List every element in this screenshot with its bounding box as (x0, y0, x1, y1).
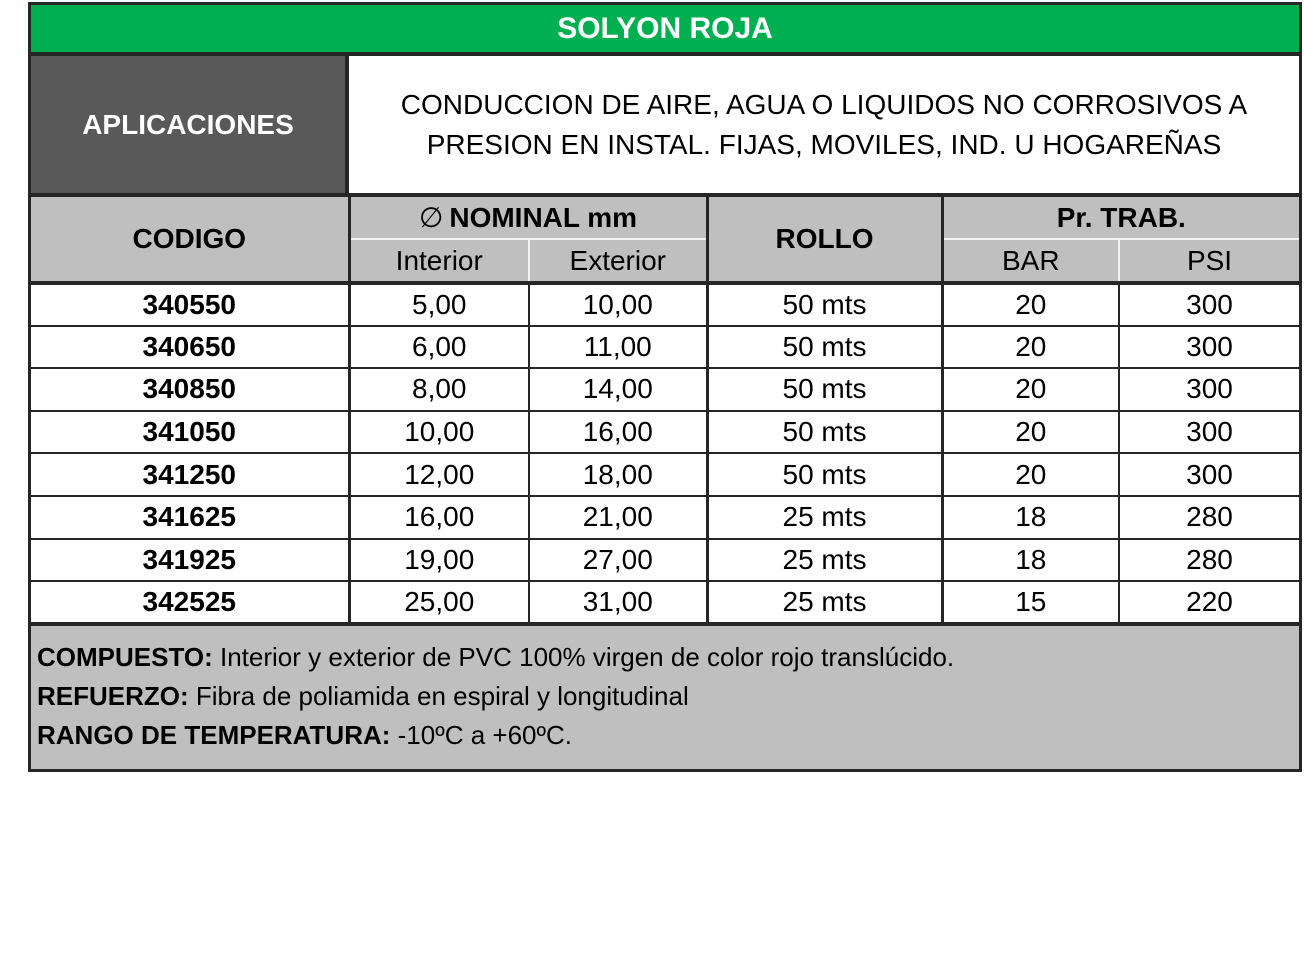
cell-code: 341625 (31, 496, 349, 539)
note-reinforcement-text: Fibra de poliamida en espiral y longitudinal (188, 680, 689, 711)
cell-roll: 25 mts (707, 581, 942, 624)
applications-line-1: CONDUCCION DE AIRE, AGUA O LIQUIDOS NO CORROSIVOS A (400, 88, 1248, 120)
cell-psi: 300 (1119, 283, 1299, 326)
cell-roll: 50 mts (707, 368, 942, 411)
cell-code: 342525 (31, 581, 349, 624)
product-notes (31, 626, 1299, 769)
cell-psi: 280 (1119, 496, 1299, 539)
cell-interior: 12,00 (349, 453, 529, 496)
table-row (31, 326, 1299, 369)
note-reinforcement (37, 677, 1293, 716)
table-row (31, 283, 1299, 326)
cell-code: 340850 (31, 368, 349, 411)
cell-exterior: 18,00 (529, 453, 707, 496)
cell-bar: 15 (942, 581, 1119, 624)
cell-interior: 8,00 (349, 368, 529, 411)
note-temperature (37, 716, 1293, 755)
cell-exterior: 21,00 (529, 496, 707, 539)
cell-exterior: 10,00 (529, 283, 707, 326)
header-nominal-diameter (349, 197, 707, 239)
cell-interior: 16,00 (349, 496, 529, 539)
cell-interior: 5,00 (349, 283, 529, 326)
note-temperature-label: RANGO DE TEMPERATURA: (37, 719, 391, 750)
cell-interior: 19,00 (349, 539, 529, 582)
cell-psi: 220 (1119, 581, 1299, 624)
cell-bar: 20 (942, 368, 1119, 411)
cell-exterior: 31,00 (529, 581, 707, 624)
diameter-icon: ∅ (418, 202, 444, 233)
cell-roll: 50 mts (707, 283, 942, 326)
specifications-table (31, 197, 1299, 626)
cell-code: 340650 (31, 326, 349, 369)
header-working-pressure: Pr. TRAB. (942, 197, 1299, 239)
cell-code: 340550 (31, 283, 349, 326)
note-temperature-text: -10ºC a +60ºC. (390, 719, 572, 750)
cell-exterior: 14,00 (529, 368, 707, 411)
header-interior: Interior (349, 239, 529, 283)
header-roll: ROLLO (707, 197, 942, 283)
cell-psi: 280 (1119, 539, 1299, 582)
note-reinforcement-label: REFUERZO: (37, 680, 189, 711)
cell-roll: 50 mts (707, 453, 942, 496)
table-row (31, 453, 1299, 496)
cell-bar: 18 (942, 496, 1119, 539)
header-exterior: Exterior (529, 239, 707, 283)
applications-line-2: PRESION EN INSTAL. FIJAS, MOVILES, IND. U HOGAREÑAS (426, 128, 1222, 160)
cell-exterior: 11,00 (529, 326, 707, 369)
applications-description (349, 56, 1299, 193)
cell-interior: 10,00 (349, 411, 529, 454)
cell-exterior: 16,00 (529, 411, 707, 454)
product-spec-sheet (28, 2, 1302, 772)
table-row (31, 539, 1299, 582)
header-bar: BAR (942, 239, 1119, 283)
header-code: CODIGO (31, 197, 349, 283)
note-compound-label: COMPUESTO: (37, 641, 213, 672)
applications-label: APLICACIONES (31, 56, 349, 193)
table-row (31, 411, 1299, 454)
cell-roll: 50 mts (707, 326, 942, 369)
cell-psi: 300 (1119, 326, 1299, 369)
cell-code: 341925 (31, 539, 349, 582)
cell-psi: 300 (1119, 411, 1299, 454)
header-psi: PSI (1119, 239, 1299, 283)
cell-code: 341250 (31, 453, 349, 496)
cell-psi: 300 (1119, 368, 1299, 411)
note-compound-text: Interior y exterior de PVC 100% virgen de color rojo translúcido. (212, 641, 955, 672)
cell-bar: 20 (942, 326, 1119, 369)
applications-row (31, 56, 1299, 197)
cell-interior: 6,00 (349, 326, 529, 369)
cell-bar: 20 (942, 453, 1119, 496)
cell-bar: 20 (942, 283, 1119, 326)
table-row (31, 581, 1299, 624)
cell-interior: 25,00 (349, 581, 529, 624)
cell-roll: 50 mts (707, 411, 942, 454)
note-compound (37, 638, 1293, 677)
header-nominal-label: NOMINAL mm (449, 202, 638, 233)
cell-roll: 25 mts (707, 496, 942, 539)
table-row (31, 368, 1299, 411)
cell-exterior: 27,00 (529, 539, 707, 582)
product-title: SOLYON ROJA (31, 5, 1299, 56)
cell-roll: 25 mts (707, 539, 942, 582)
cell-bar: 18 (942, 539, 1119, 582)
cell-code: 341050 (31, 411, 349, 454)
cell-bar: 20 (942, 411, 1119, 454)
table-row (31, 496, 1299, 539)
cell-psi: 300 (1119, 453, 1299, 496)
